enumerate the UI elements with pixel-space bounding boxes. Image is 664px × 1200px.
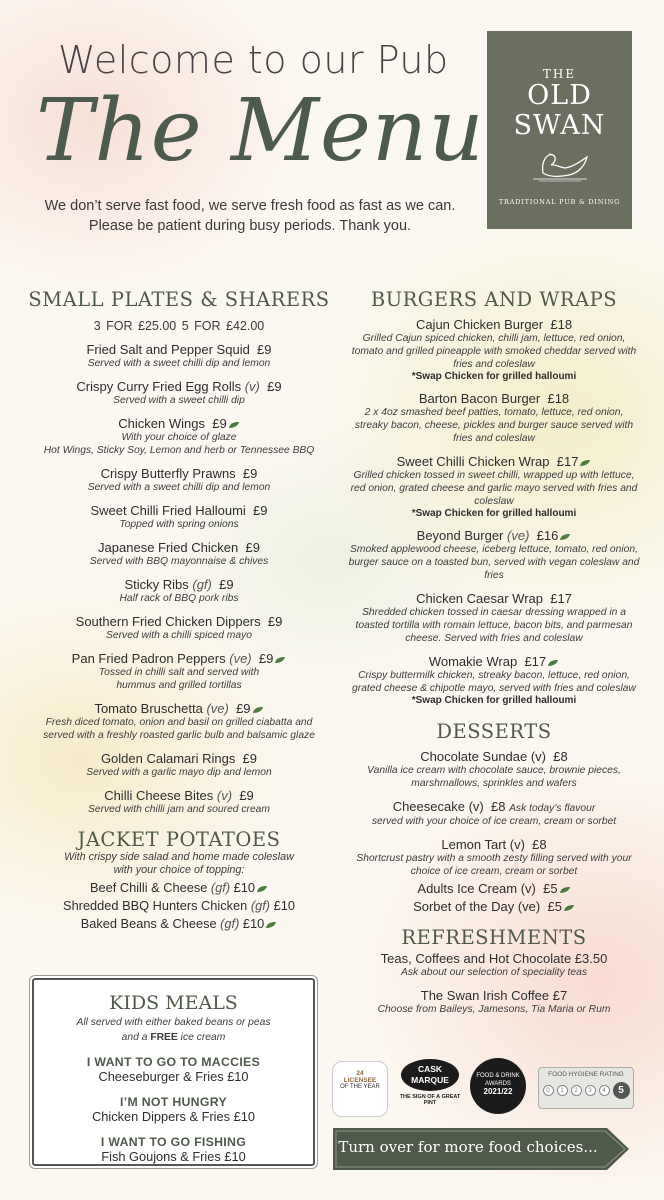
licensee-year: 24 <box>356 1070 364 1077</box>
item-desc: Fresh diced tomato, onion and basil on grilled ciabatta and <box>45 717 313 728</box>
menu-item <box>18 614 340 642</box>
item-price: £10 <box>242 916 265 931</box>
item-price: £9 <box>242 751 258 766</box>
item-name: Sticky Ribs <box>124 577 189 592</box>
item-name: Barton Bacon Burger <box>418 391 541 406</box>
cask-sub: THE SIGN OF A GREAT PINT <box>399 1094 461 1106</box>
menu-item <box>18 788 340 816</box>
item-desc-2: hummus and grilled tortillas <box>116 680 242 691</box>
food-hygiene-badge <box>538 1067 634 1109</box>
small-plates-offer: 3 FOR £25.00 5 FOR £42.00 <box>93 319 265 333</box>
item-desc: Served with a garlic mayo dip and lemon <box>86 767 272 778</box>
item-desc: Vanilla ice cream with chocolate sauce, brownie pieces, marshmallows, sprinkles and wafers <box>367 765 621 789</box>
item-name: Tomato Bruschetta <box>94 701 203 716</box>
item-name: Chicken Caesar Wrap <box>416 591 543 606</box>
menu-item <box>18 466 340 494</box>
item-price: £9 <box>239 788 254 803</box>
small-plates-title: SMALL PLATES & SHARERS <box>28 288 330 311</box>
vegan-leaf-icon <box>547 659 559 667</box>
item-name: Fried Salt and Pepper Squid <box>86 342 250 357</box>
vegan-leaf-icon <box>265 921 277 929</box>
menu-item <box>348 317 640 382</box>
menu-item <box>18 379 340 407</box>
vegan-leaf-icon <box>579 459 591 467</box>
menu-item <box>348 951 640 979</box>
logo-the: THE <box>542 67 577 81</box>
kids-heading: I’M NOT HUNGRY <box>120 1095 227 1109</box>
item-tag: (gf) <box>192 577 212 592</box>
item-price: £10 <box>273 898 295 913</box>
item-price: £16 <box>536 528 559 543</box>
menu-item <box>348 749 640 790</box>
item-desc: Tossed in chilli salt and served with <box>98 667 260 678</box>
menu-item <box>348 454 640 519</box>
item-tag: (gf) <box>210 880 231 895</box>
item-desc: Grilled Cajun spiced chicken, chilli jam, lettuce, red onion, tomato and grilled pineapple with smoked cheddar served with fries and coleslaw <box>351 333 637 370</box>
item-name: Crispy Curry Fried Egg Rolls <box>76 379 242 394</box>
kids-sub-1: All served with either baked beans or peas <box>76 1017 271 1028</box>
item-desc: Smoked applewood cheese, iceberg lettuce, tomato, red onion, burger sauce on a toasted bun, served with vegan coleslaw and fries <box>348 544 640 581</box>
item-name: Teas, Coffees and Hot Chocolate £3.50 <box>380 951 608 966</box>
tagline-line-2: Please be patient during busy periods. Thank you. <box>88 218 412 234</box>
licensee-line-1: LICENSEE <box>343 1077 377 1084</box>
jacket-item <box>18 898 340 913</box>
menu-item <box>18 540 340 568</box>
item-price: £8 <box>532 837 547 852</box>
item-name: Chocolate Sundae (v) <box>420 749 547 764</box>
hygiene-dot: 4 <box>599 1085 610 1096</box>
item-desc: Served with chilli jam and soured cream <box>88 804 270 815</box>
item-desc: Crispy buttermilk chicken, streaky bacon, lettuce, red onion, grated cheese & chipotle mayo, served with fries and coleslaw <box>352 670 636 694</box>
item-price: £9 <box>242 466 258 481</box>
left-column <box>18 288 340 931</box>
kids-heading: I WANT TO GO TO MACCIES <box>86 1055 261 1069</box>
desserts-title: DESSERTS <box>436 720 552 743</box>
item-price: £9 <box>257 342 272 357</box>
item-tag: (gf) <box>250 898 271 913</box>
logo-line-2: SWAN <box>513 110 606 141</box>
item-name: Chicken Wings <box>118 416 205 431</box>
menu-title: The Menu <box>36 81 485 181</box>
hygiene-dot: 0 <box>543 1085 554 1096</box>
item-desc: 2 x 4oz smashed beef patties, tomato, lettuce, red onion, streaky bacon, cheese, pickles and burger sauce served with fries and coleslaw <box>354 407 634 444</box>
item-price: £9 <box>236 701 251 716</box>
item-name: Lemon Tart (v) <box>441 837 525 852</box>
menu-item <box>18 751 340 779</box>
cask-marque-badge <box>398 1059 462 1115</box>
item-desc: Topped with spring onions <box>119 519 239 530</box>
item-price: £5 <box>543 881 558 896</box>
kids-free: FREE <box>150 1032 178 1043</box>
tagline <box>20 196 480 236</box>
item-desc: Choose from Baileys, Jamesons, Tia Maria or Rum <box>377 1004 611 1015</box>
tagline-line-1: We don’t serve fast food, we serve fresh food as fast as we can. <box>44 198 456 214</box>
hygiene-score: 5 <box>613 1082 630 1099</box>
item-name: Southern Fried Chicken Dippers <box>75 614 261 629</box>
item-name: Shredded BBQ Hunters Chicken <box>63 898 248 913</box>
food-year: 2021/22 <box>483 1087 513 1096</box>
item-price: £9 <box>212 416 227 431</box>
item-desc: Shredded chicken tossed in caesar dressing wrapped in a toasted tortilla with romain lettuce, bacon bits, and parmesan cheese. Served with fries and coleslaw <box>355 607 633 644</box>
item-tag: (v) <box>216 788 233 803</box>
item-name: Sorbet of the Day (ve) <box>413 899 541 914</box>
licensee-badge <box>332 1061 388 1117</box>
item-desc: Served with a sweet chilli dip and lemon <box>87 482 271 493</box>
vegan-leaf-icon <box>228 421 240 429</box>
vegan-leaf-icon <box>559 886 571 894</box>
kids-sub-2-pre: and a <box>121 1032 148 1043</box>
vegan-leaf-icon <box>274 656 286 664</box>
food-line-1: FOOD & DRINK <box>476 1073 520 1079</box>
menu-item <box>18 416 340 457</box>
turn-over-banner <box>333 1128 629 1170</box>
item-price: £9 <box>267 379 282 394</box>
hygiene-dot: 1 <box>557 1085 568 1096</box>
item-tag: (ve) <box>229 651 252 666</box>
menu-item <box>18 577 340 605</box>
item-name: Adults Ice Cream (v) <box>417 881 536 896</box>
item-desc: Grilled chicken tossed in sweet chilli, wrapped up with lettuce, red onion, grated cheese and garlic mayo served with fries and coleslaw <box>350 470 638 507</box>
item-name: Baked Beans & Cheese <box>80 916 217 931</box>
licensee-line-2: OF THE YEAR <box>340 1084 380 1090</box>
item-name: Sweet Chilli Fried Halloumi <box>90 503 246 518</box>
cask-line-2: MARQUE <box>411 1075 449 1085</box>
kids-sub-2-post: ice cream <box>180 1032 226 1043</box>
item-desc: Served with a chilli spiced mayo <box>106 630 252 641</box>
menu-item <box>18 503 340 531</box>
menu-item <box>348 654 640 706</box>
logo-subtitle: TRADITIONAL PUB & DINING <box>498 198 621 206</box>
item-name: Sweet Chilli Chicken Wrap <box>396 454 550 469</box>
menu-item <box>348 591 640 645</box>
item-price: £18 <box>550 317 573 332</box>
item-name: Womakie Wrap <box>428 654 518 669</box>
item-name: Chilli Cheese Bites <box>104 788 214 803</box>
item-tag: (ve) <box>206 701 229 716</box>
item-name: Crispy Butterfly Prawns <box>100 466 236 481</box>
food-line-2: AWARDS <box>485 1081 511 1087</box>
menu-item <box>18 342 340 370</box>
item-price: £18 <box>547 391 570 406</box>
item-desc: served with your choice of ice cream, cream or sorbet <box>371 816 617 827</box>
award-badges <box>330 1057 640 1117</box>
item-price: £5 <box>547 899 562 914</box>
refreshments-title: REFRESHMENTS <box>401 926 587 949</box>
item-desc: Served with a sweet chilli dip <box>113 395 245 406</box>
kids-item: Chicken Dippers & Fries £10 <box>92 1109 255 1124</box>
item-price: £17 <box>524 654 547 669</box>
item-price: £8 <box>490 799 506 814</box>
menu-item <box>348 528 640 582</box>
jacket-sub-1: With crispy side salad and home made coleslaw <box>64 851 294 863</box>
vegan-leaf-icon <box>563 904 575 912</box>
item-note: *Swap Chicken for grilled halloumi <box>411 508 577 519</box>
right-column <box>348 288 640 1016</box>
jacket-potatoes-title: JACKET POTATOES <box>77 828 281 851</box>
item-name: Pan Fried Padron Peppers <box>71 651 226 666</box>
hygiene-dot: 2 <box>571 1085 582 1096</box>
item-desc-2: served with a freshly roasted garlic bulb and balsamic glaze <box>43 730 315 741</box>
item-price: £10 <box>233 880 256 895</box>
item-price: £17 <box>556 454 579 469</box>
food-drink-awards-badge <box>470 1058 526 1114</box>
item-tag: (v) <box>244 379 260 394</box>
burgers-title: BURGERS AND WRAPS <box>370 288 618 311</box>
swan-icon <box>525 147 595 183</box>
banner-text: Turn over for more food choices... <box>338 1138 598 1156</box>
item-desc: Served with BBQ mayonnaise & chives <box>89 556 269 567</box>
jacket-sub-2: with your choice of topping: <box>113 864 245 876</box>
item-price: £9 <box>219 577 234 592</box>
jacket-item <box>18 916 340 931</box>
menu-item <box>18 651 340 692</box>
hygiene-scale <box>539 1082 633 1099</box>
vegan-leaf-icon <box>559 533 571 541</box>
logo-line-1: OLD <box>527 80 592 111</box>
item-desc: Shortcrust pastry with a smooth zesty filling served with your choice of ice cream, cream or sorbet <box>356 853 632 877</box>
menu-item <box>18 701 340 742</box>
jacket-item <box>18 880 340 895</box>
hygiene-title: FOOD HYGIENE RATING <box>548 1071 624 1078</box>
item-desc: Half rack of BBQ pork ribs <box>119 593 239 604</box>
kids-heading: I WANT TO GO FISHING <box>100 1135 247 1149</box>
item-price: £9 <box>253 503 268 518</box>
item-desc: Served with a sweet chilli dip and lemon <box>87 358 271 369</box>
item-name: Golden Calamari Rings <box>100 751 236 766</box>
vegan-leaf-icon <box>252 706 264 714</box>
item-tag: (gf) <box>220 916 240 931</box>
item-price: £17 <box>550 591 572 606</box>
item-desc: Ask about our selection of speciality teas <box>400 967 588 978</box>
menu-item <box>348 391 640 445</box>
item-name: Cheesecake (v) <box>392 799 484 814</box>
hygiene-dot: 3 <box>585 1085 596 1096</box>
vegan-leaf-icon <box>256 885 268 893</box>
item-price: £9 <box>258 651 274 666</box>
cask-line-1: CASK <box>417 1064 443 1074</box>
item-name: Beef Chilli & Cheese <box>89 880 208 895</box>
item-tag: (ve) <box>507 528 530 543</box>
menu-item <box>348 837 640 878</box>
item-name: The Swan Irish Coffee £7 <box>420 988 568 1003</box>
menu-item <box>348 881 640 896</box>
kids-meals-box <box>32 978 315 1166</box>
item-name: Japanese Fried Chicken <box>98 540 239 555</box>
item-desc: With your choice of glaze <box>121 432 237 443</box>
menu-item <box>348 899 640 914</box>
item-price: £9 <box>267 614 283 629</box>
item-note: *Swap Chicken for grilled halloumi <box>411 695 577 706</box>
kids-meals-title: KIDS MEALS <box>109 992 238 1014</box>
item-name: Cajun Chicken Burger <box>415 317 544 332</box>
item-desc-2: Hot Wings, Sticky Soy, Lemon and herb or Tennessee BBQ <box>43 445 315 456</box>
item-extra: Ask today’s flavour <box>509 803 596 814</box>
menu-item <box>348 988 640 1016</box>
kids-item: Cheeseburger & Fries £10 <box>98 1069 249 1084</box>
kids-item: Fish Goujons & Fries £10 <box>101 1149 246 1164</box>
item-note: *Swap Chicken for grilled halloumi <box>411 371 577 382</box>
old-swan-logo <box>487 31 632 229</box>
item-price: £9 <box>245 540 260 555</box>
welcome-heading: Welcome to our Pub <box>58 38 449 82</box>
kids-sub-2 <box>34 1031 313 1044</box>
menu-item <box>348 799 640 828</box>
item-name: Beyond Burger <box>416 528 504 543</box>
item-price: £8 <box>553 749 568 764</box>
